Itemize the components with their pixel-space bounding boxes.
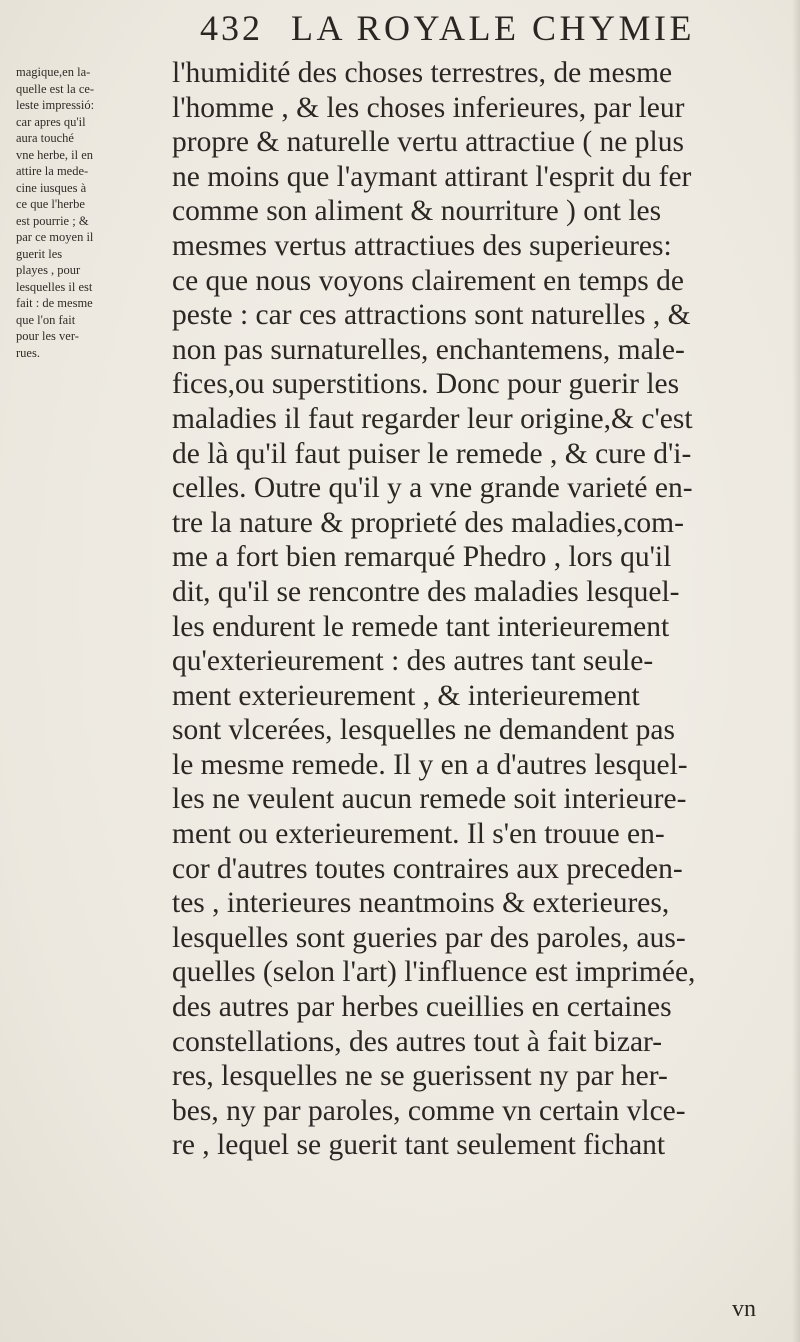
marginal-note-line: magique,en la- <box>16 65 91 79</box>
marginal-note-line: lesquelles il est <box>16 279 93 294</box>
marginal-note-line: fait : de mesme <box>16 296 93 310</box>
body-text-line: res, lesquelles ne se guerissent ny par her- <box>172 1060 668 1093</box>
body-text-line: ment ou exterieurement. Il s'en trouue en- <box>172 818 665 851</box>
body-text-line: tes , interieures neantmoins & exterieures, <box>172 887 670 920</box>
marginal-note-line: par ce moyen il <box>16 230 94 244</box>
marginal-note-line: attire la mede- <box>16 164 89 178</box>
body-text-line: les ne veulent aucun remede soit interieure- <box>172 783 687 816</box>
body-text-line: dit, qu'il se rencontre des maladies lesquel- <box>172 575 680 608</box>
body-text-line: comme son aliment & nourriture ) ont les <box>172 195 662 228</box>
body-text-line: celles. Outre qu'il y a vne grande varieté en- <box>172 472 693 505</box>
body-text-line: me a fort bien remarqué Phedro , lors qu'il <box>172 541 672 574</box>
marginal-note-line: rues. <box>16 345 40 360</box>
marginal-note <box>16 64 156 361</box>
body-text-line: peste : car ces attractions sont naturelles , & <box>172 299 691 332</box>
marginal-note-line: que l'on fait <box>16 312 76 327</box>
body-text-line: ment exterieurement , & interieurement <box>172 679 640 712</box>
body-text-line: le mesme remede. Il y en a d'autres lesquel- <box>172 748 688 781</box>
marginal-note-line: quelle est la ce- <box>16 81 95 96</box>
body-text-line: re , lequel se guerit tant seulement fichant <box>172 1129 666 1162</box>
marginal-note-line: ce que l'herbe <box>16 197 85 211</box>
body-text-line: les endurent le remede tant interieurement <box>172 610 670 643</box>
marginal-note-line: aura touché <box>16 131 74 145</box>
body-text-line: maladies il faut regarder leur origine,& c'est <box>172 402 693 435</box>
body-text-line: tre la nature & proprieté des maladies,com- <box>172 506 684 539</box>
body-text-line: ce que nous voyons clairement en temps de <box>172 264 685 297</box>
marginal-note-line: cine iusques à <box>16 180 87 195</box>
body-text-line: mesmes vertus attractiues des superieures: <box>172 229 672 262</box>
marginal-note-line: pour les ver- <box>16 329 79 343</box>
catchword: vn <box>732 1296 756 1322</box>
body-text-line: de là qu'il faut puiser le remede , & cure d'i- <box>172 437 692 470</box>
body-text-line: l'homme , & les choses inferieures, par leur <box>172 91 685 124</box>
marginal-note-line: car apres qu'il <box>16 114 86 129</box>
marginal-note-line: guerit les <box>16 246 63 261</box>
marginal-note-line: vne herbe, il en <box>16 147 94 162</box>
body-text <box>172 56 790 1163</box>
body-text-line: sont vlcerées, lesquelles ne demandent pas <box>172 714 675 747</box>
marginal-note-line: playes , pour <box>16 263 81 277</box>
body-text-line: lesquelles sont gueries par des paroles, aus- <box>172 921 686 954</box>
body-text-line: qu'exterieurement : des autres tant seule- <box>172 645 654 678</box>
page-number: 432 <box>200 8 263 48</box>
page-header <box>200 6 720 50</box>
body-text-line: propre & naturelle vertu attractiue ( ne plus <box>172 126 684 159</box>
body-text-line: cor d'autres toutes contraires aux preceden- <box>172 852 683 885</box>
marginal-note-line: est pourrie ; & <box>16 213 89 228</box>
body-text-line: des autres par herbes cueillies en certaines <box>172 991 672 1024</box>
body-text-line: l'humidité des choses terrestres, de mesme <box>172 57 673 89</box>
page-edge-shadow <box>792 0 800 1342</box>
body-text-line: fices,ou superstitions. Donc pour guerir les <box>172 368 680 401</box>
running-title: LA ROYALE CHYMIE <box>291 8 695 48</box>
body-text-line: quelles (selon l'art) l'influence est imprimée, <box>172 956 696 989</box>
body-text-line: constellations, des autres tout à fait bizar- <box>172 1025 663 1058</box>
body-text-line: non pas surnaturelles, enchantemens, male- <box>172 333 685 366</box>
body-text-line: ne moins que l'aymant attirant l'esprit du fer <box>172 160 692 193</box>
marginal-note-line: leste impressió: <box>16 98 95 112</box>
body-text-line: bes, ny par paroles, comme vn certain vlce- <box>172 1094 686 1127</box>
